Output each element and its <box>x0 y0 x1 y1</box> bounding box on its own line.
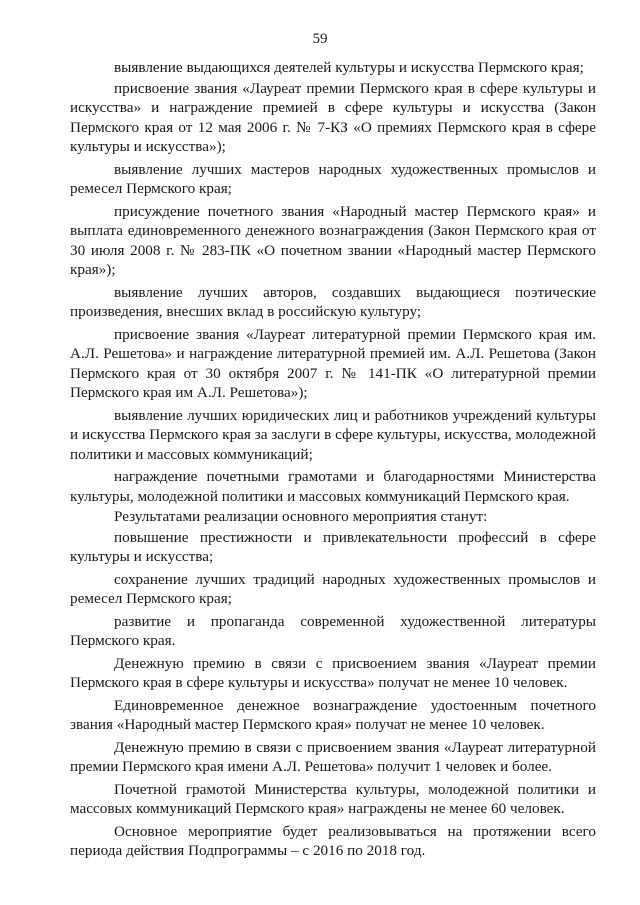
paragraph-certificates-count: Почетной грамотой Министерства культуры, молодежной политики и массовых коммуникаций Пермского края» награждены не менее 60 человек. <box>70 780 596 817</box>
paragraph-implementation-period: Основное мероприятие будет реализовываться на протяжении всего периода действия Подпрограммы – с 2016 по 2018 год. <box>70 822 596 859</box>
paragraph-identify-poets: выявление лучших авторов, создавших выдающиеся поэтические произведения, внесших вклад в российскую культуру; <box>70 283 596 320</box>
paragraph-identify-craft-masters: выявление лучших мастеров народных художественных промыслов и ремесел Пермского края; <box>70 160 596 197</box>
paragraph-folk-master-title: присуждение почетного звания «Народный мастер Пермского края» и выплата единовременного денежного вознаграждения (Закон Пермского края от 30 июля 2008 г. № 283-ПК «О почетном звании «Народный мастер Пермского края»); <box>70 202 596 278</box>
body-text <box>70 58 596 861</box>
paragraph-literary-prize-award: присвоение звания «Лауреат литературной премии Пермского края им. А.Л. Решетова» и награждение литературной премией им. А.Л. Решетова (Закон Пермского края от 30 октября 2007 г. № 141-ПК «О литературной премии Пермского края им А.Л. Решетова»); <box>70 325 596 401</box>
page-number: 59 <box>312 31 328 47</box>
paragraph-result-traditions: сохранение лучших традиций народных художественных промыслов и ремесел Пермского края; <box>70 570 596 607</box>
paragraph-result-literature: развитие и пропаганда современной художественной литературы Пермского края. <box>70 612 596 649</box>
paragraph-literary-prize-count: Денежную премию в связи с присвоением звания «Лауреат литературной премии Пермского края имени А.Л. Решетова» получит 1 человек и более. <box>70 738 596 775</box>
paragraph-identify-institutions: выявление лучших юридических лиц и работников учреждений культуры и искусства Пермского края за заслуги в сфере культуры, искусства, молодежной политики и массовых коммуникаций; <box>70 406 596 463</box>
paragraph-folk-master-count: Единовременное денежное вознаграждение удостоенным почетного звания «Народный мастер Пермского края» получат не менее 10 человек. <box>70 696 596 733</box>
paragraph-results-intro: Результатами реализации основного мероприятия станут: <box>114 508 488 525</box>
paragraph-culture-prize-award: присвоение звания «Лауреат премии Пермского края в сфере культуры и искусства» и награждение премией в сфере культуры и искусства (Закон Пермского края от 12 мая 2006 г. № 7-КЗ «О премиях Пермского края в сфере культуры и искусства»); <box>70 79 596 155</box>
paragraph-identify-culture-figures: выявление выдающихся деятелей культуры и искусства Пермского края; <box>114 59 584 76</box>
paragraph-certificates-award: награждение почетными грамотами и благодарностями Министерства культуры, молодежной политики и массовых коммуникаций Пермского края. <box>70 468 596 505</box>
paragraph-culture-prize-count: Денежную премию в связи с присвоением звания «Лауреат премии Пермского края в сфере культуры и искусства» получат не менее 10 человек. <box>70 654 596 691</box>
paragraph-result-prestige: повышение престижности и привлекательности профессий в сфере культуры и искусства; <box>70 528 596 565</box>
